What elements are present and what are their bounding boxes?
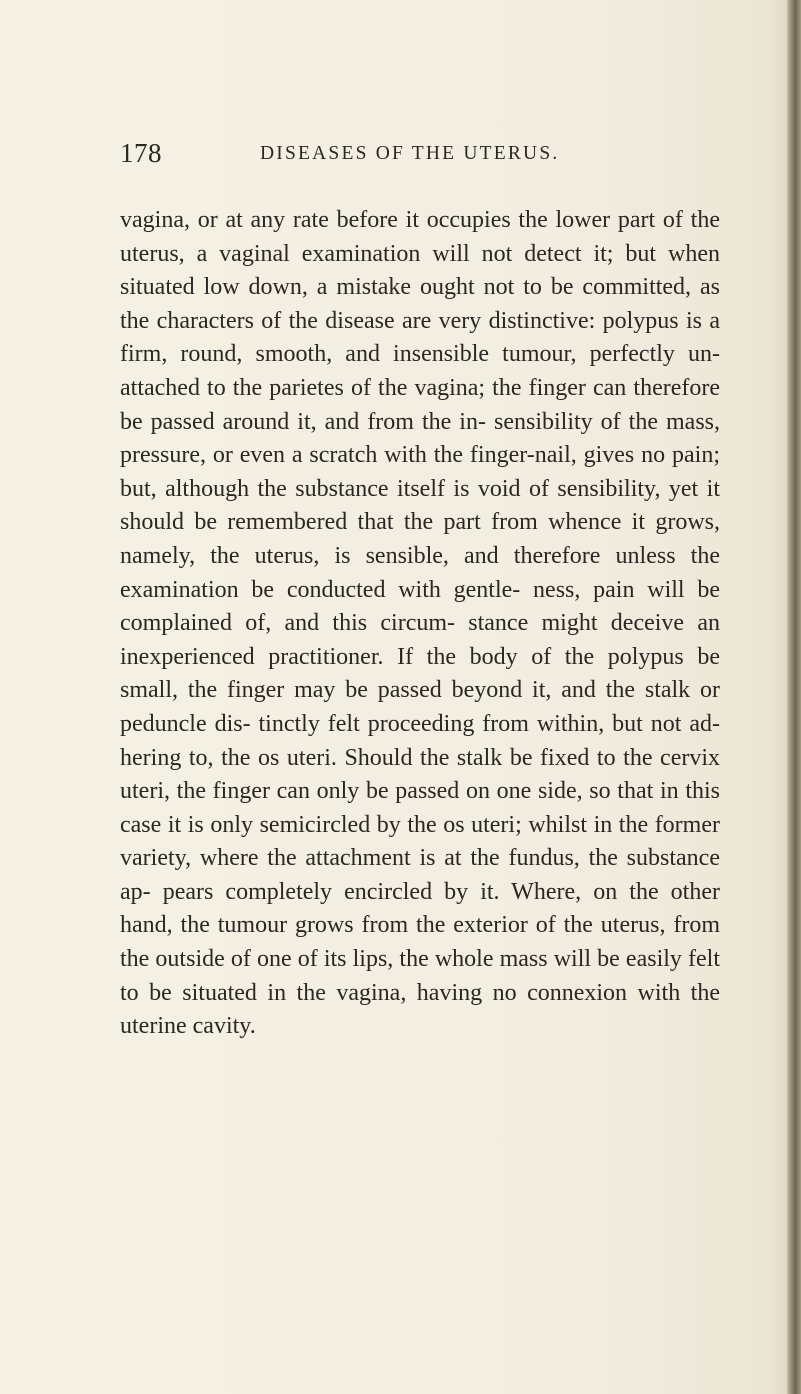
running-title: DISEASES OF THE UTERUS. <box>260 143 560 164</box>
page-header <box>120 138 735 174</box>
page-edge-shadow <box>787 0 801 1394</box>
page-number: 178 <box>120 138 162 168</box>
body-paragraph: vagina, or at any rate before it occupies the lower part of the uterus, a vaginal examination will not detect it; but when situated low down, a mistake ought not to be committed, as the characters of the disease are very distinctive: polypus is a firm, round, smooth, and insensible tumour, perfectly un- attached to the parietes of the vagina; the finger can therefore be passed around it, and from the in- sensibility of the mass, pressure, or even a scratch with the finger-nail, gives no pain; but, although the substance itself is void of sensibility, yet it should be remembered that the part from whence it grows, namely, the uterus, is sensible, and therefore unless the examination be conducted with gentle- ness, pain will be complained of, and this circum- stance might deceive an inexperienced practitioner. If the body of the polypus be small, the finger may be passed beyond it, and the stalk or peduncle dis- tinctly felt proceeding from within, but not ad- hering to, the os uteri. Should the stalk be fixed to the cervix uteri, the finger can only be passed on one side, so that in this case it is only semicircled by the os uteri; whilst in the former variety, where the attachment is at the fundus, the substance ap- pears completely encircled by it. Where, on the other hand, the tumour grows from the exterior of the uterus, from the outside of one of its lips, the whole mass will be easily felt to be situated in the vagina, having no connexion with the uterine cavity. <box>120 207 720 1040</box>
